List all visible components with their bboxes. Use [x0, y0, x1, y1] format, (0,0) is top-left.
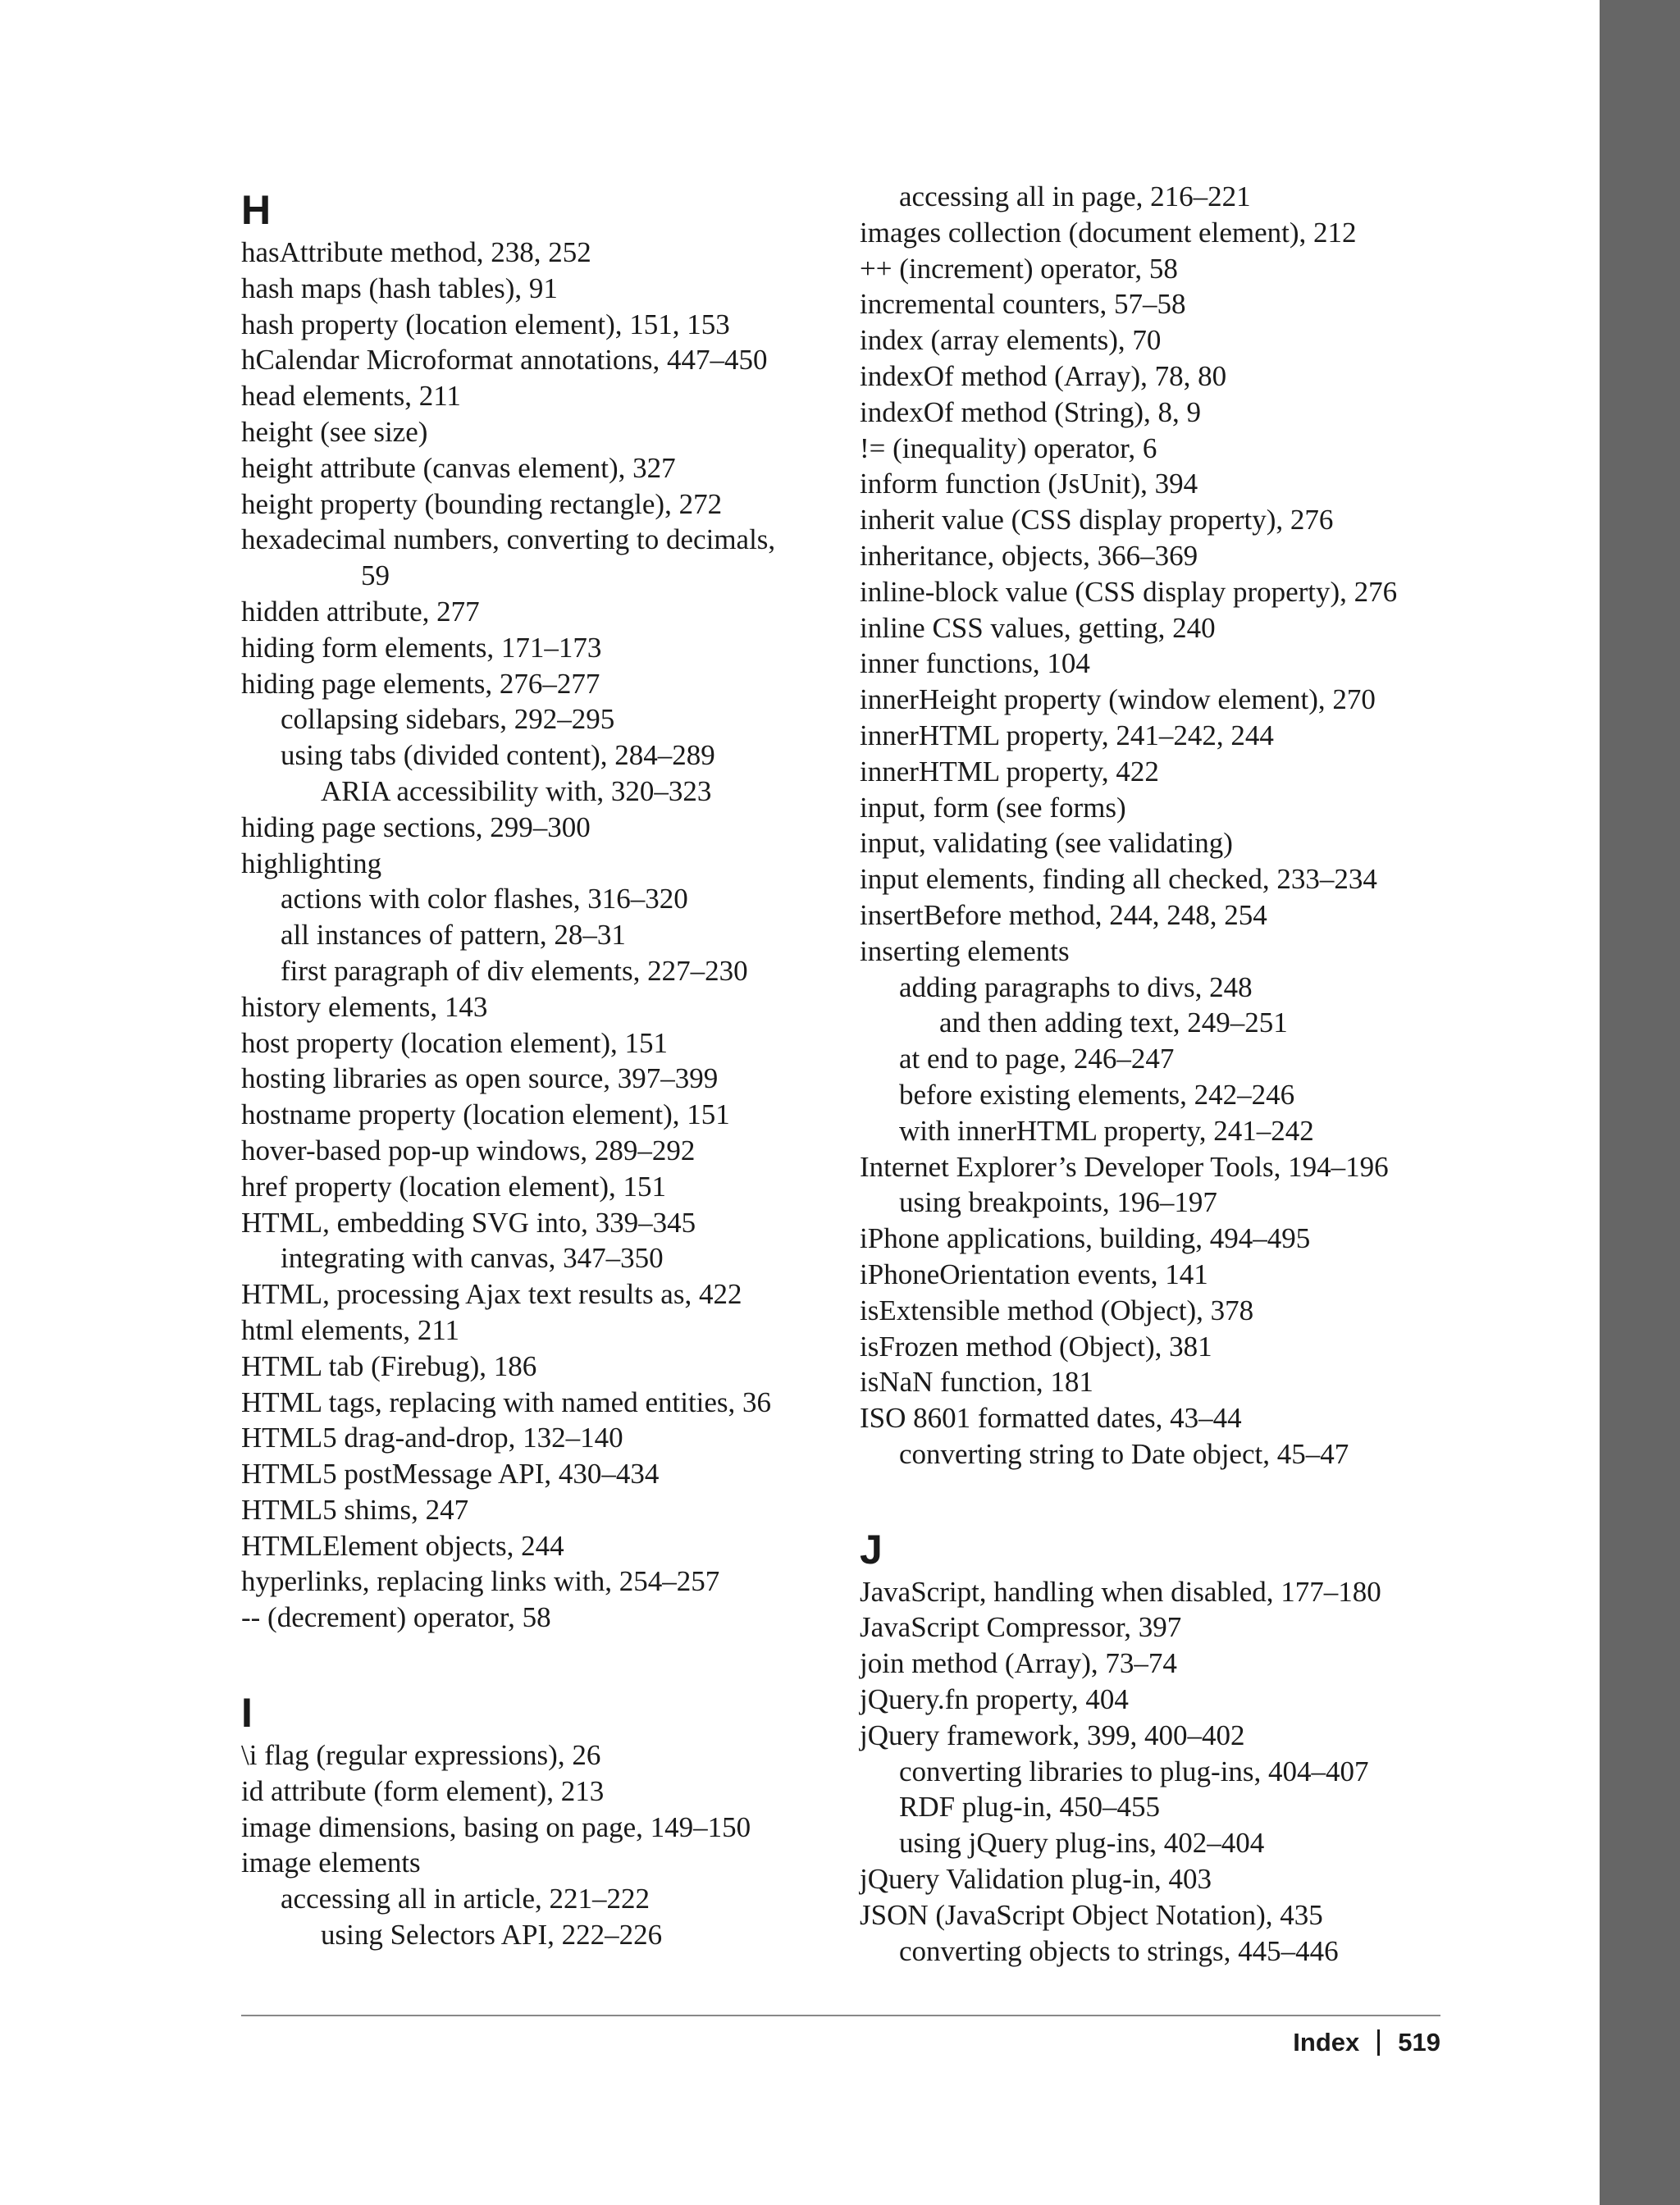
index-entry: id attribute (form element), 213 — [241, 1774, 605, 1807]
section-heading-j: J — [860, 1526, 883, 1573]
index-subentry: with innerHTML property, 241–242 — [899, 1114, 1314, 1147]
index-entry: host property (location element), 151 — [241, 1026, 668, 1059]
index-subentry: adding paragraphs to divs, 248 — [899, 970, 1253, 1003]
index-entry: href property (location element), 151 — [241, 1170, 666, 1203]
index-entry: hosting libraries as open source, 397–399 — [241, 1062, 719, 1095]
index-entry: inherit value (CSS display property), 276 — [860, 504, 1334, 536]
index-entry: iPhoneOrientation events, 141 — [860, 1258, 1208, 1290]
index-entry: HTMLElement objects, 244 — [241, 1529, 564, 1562]
index-entry: join method (Array), 73–74 — [860, 1647, 1177, 1680]
index-entry: history elements, 143 — [241, 990, 488, 1023]
index-entry: iPhone applications, building, 494–495 — [860, 1222, 1311, 1255]
index-entry: innerHTML property, 241–242, 244 — [860, 719, 1274, 751]
index-entry: hidden attribute, 277 — [241, 595, 480, 628]
index-entry: != (inequality) operator, 6 — [860, 431, 1157, 464]
index-subentry: converting string to Date object, 45–47 — [899, 1437, 1349, 1470]
index-subsubentry: ARIA accessibility with, 320–323 — [321, 774, 712, 807]
page-footer — [1293, 2026, 1440, 2059]
index-entry-continuation: 59 — [361, 559, 390, 592]
index-subentry: accessing all in page, 216–221 — [899, 180, 1251, 212]
index-entry: isNaN function, 181 — [860, 1366, 1093, 1399]
index-entry: ISO 8601 formatted dates, 43–44 — [860, 1402, 1242, 1435]
index-entry: HTML5 postMessage API, 430–434 — [241, 1458, 660, 1491]
index-subentry: actions with color flashes, 316–320 — [281, 883, 688, 915]
index-subsubentry: and then adding text, 249–251 — [939, 1007, 1288, 1039]
index-entry: isFrozen method (Object), 381 — [860, 1330, 1212, 1363]
index-entry: hCalendar Microformat annotations, 447–450 — [241, 344, 768, 377]
index-entry: HTML, embedding SVG into, 339–345 — [241, 1206, 696, 1239]
index-subentry: RDF plug-in, 450–455 — [899, 1791, 1160, 1824]
index-subentry: using tabs (divided content), 284–289 — [281, 739, 715, 772]
section-spacer — [860, 1472, 1467, 1525]
index-entry: hiding form elements, 171–173 — [241, 631, 602, 664]
index-entry: Internet Explorer’s Developer Tools, 194–196 — [860, 1150, 1389, 1183]
index-entry: JSON (JavaScript Object Notation), 435 — [860, 1898, 1323, 1931]
footer-rule — [241, 2015, 1440, 2016]
index-subentry: at end to page, 246–247 — [899, 1043, 1175, 1075]
index-entry: hostname property (location element), 151 — [241, 1098, 730, 1131]
index-entry: height (see size) — [241, 415, 428, 448]
index-entry: HTML5 drag-and-drop, 132–140 — [241, 1422, 623, 1454]
index-entry: incremental counters, 57–58 — [860, 288, 1186, 321]
index-entry: images collection (document element), 212 — [860, 216, 1357, 249]
index-entry: html elements, 211 — [241, 1313, 460, 1346]
index-entry: jQuery.fn property, 404 — [860, 1683, 1129, 1716]
index-entry: hiding page elements, 276–277 — [241, 667, 600, 700]
index-subentry: all instances of pattern, 28–31 — [281, 919, 626, 952]
index-column-right — [860, 179, 1467, 1969]
index-entry: inline-block value (CSS display property), 276 — [860, 575, 1398, 608]
index-entry: JavaScript, handling when disabled, 177–180 — [860, 1575, 1381, 1608]
index-entry: HTML, processing Ajax text results as, 422 — [241, 1278, 742, 1311]
index-entry: input, validating (see validating) — [860, 827, 1233, 860]
index-entry: HTML tab (Firebug), 186 — [241, 1349, 537, 1382]
index-entry: indexOf method (String), 8, 9 — [860, 395, 1202, 428]
index-entry: height property (bounding rectangle), 272 — [241, 487, 723, 520]
index-entry: input elements, finding all checked, 233–234 — [860, 863, 1377, 896]
index-subsubentry: using Selectors API, 222–226 — [321, 1919, 663, 1952]
index-entry: \i flag (regular expressions), 26 — [241, 1739, 601, 1772]
index-entry: image dimensions, basing on page, 149–150 — [241, 1810, 751, 1843]
page-number: 519 — [1398, 2028, 1440, 2057]
index-subentry: converting libraries to plug-ins, 404–407 — [899, 1755, 1369, 1787]
index-entry: inline CSS values, getting, 240 — [860, 611, 1216, 644]
index-subentry: first paragraph of div elements, 227–230 — [281, 954, 748, 987]
index-entry: index (array elements), 70 — [860, 324, 1162, 357]
index-entry: jQuery Validation plug-in, 403 — [860, 1863, 1212, 1896]
index-entry: indexOf method (Array), 78, 80 — [860, 359, 1227, 392]
index-entry: innerHTML property, 422 — [860, 755, 1159, 788]
section-heading-i: I — [241, 1690, 253, 1737]
index-entry: input, form (see forms) — [860, 791, 1126, 824]
index-entry: inner functions, 104 — [860, 647, 1090, 680]
index-entry: insertBefore method, 244, 248, 254 — [860, 898, 1267, 931]
side-tab-bar — [1600, 0, 1680, 2205]
section-heading-h: H — [241, 187, 272, 233]
index-subentry: integrating with canvas, 347–350 — [281, 1242, 664, 1275]
index-entry: inserting elements — [860, 934, 1070, 967]
index-entry: hyperlinks, replacing links with, 254–257 — [241, 1565, 720, 1598]
index-entry: hash property (location element), 151, 153 — [241, 308, 730, 340]
footer-label: Index — [1293, 2028, 1360, 2057]
index-subentry: converting objects to strings, 445–446 — [899, 1934, 1339, 1967]
index-column-left — [241, 179, 848, 1953]
index-entry: hexadecimal numbers, converting to decimals, — [241, 523, 776, 556]
index-subentry: collapsing sidebars, 292–295 — [281, 703, 615, 736]
index-subentry: using breakpoints, 196–197 — [899, 1186, 1217, 1219]
index-entry: innerHeight property (window element), 270 — [860, 683, 1376, 716]
index-entry: height attribute (canvas element), 327 — [241, 451, 676, 484]
index-entry: jQuery framework, 399, 400–402 — [860, 1719, 1245, 1751]
index-entry: isExtensible method (Object), 378 — [860, 1294, 1254, 1326]
footer-separator — [1377, 2029, 1380, 2056]
index-entry: hover-based pop-up windows, 289–292 — [241, 1134, 696, 1166]
index-entry: HTML5 shims, 247 — [241, 1493, 469, 1526]
index-entry: image elements — [241, 1847, 421, 1879]
index-entry: hiding page sections, 299–300 — [241, 810, 591, 843]
index-entry: hasAttribute method, 238, 252 — [241, 236, 591, 268]
index-entry: inheritance, objects, 366–369 — [860, 539, 1198, 572]
index-entry: ++ (increment) operator, 58 — [860, 252, 1178, 285]
index-subentry: accessing all in article, 221–222 — [281, 1883, 650, 1915]
index-entry: highlighting — [241, 847, 382, 879]
index-entry: head elements, 211 — [241, 380, 461, 413]
index-entry: HTML tags, replacing with named entities, 36 — [241, 1386, 772, 1418]
index-entry: inform function (JsUnit), 394 — [860, 468, 1198, 500]
index-entry: JavaScript Compressor, 397 — [860, 1611, 1182, 1644]
index-subentry: using jQuery plug-ins, 402–404 — [899, 1827, 1265, 1860]
section-spacer — [241, 1636, 848, 1688]
index-subentry: before existing elements, 242–246 — [899, 1078, 1295, 1111]
index-entry: -- (decrement) operator, 58 — [241, 1601, 551, 1634]
index-entry: hash maps (hash tables), 91 — [241, 272, 558, 304]
